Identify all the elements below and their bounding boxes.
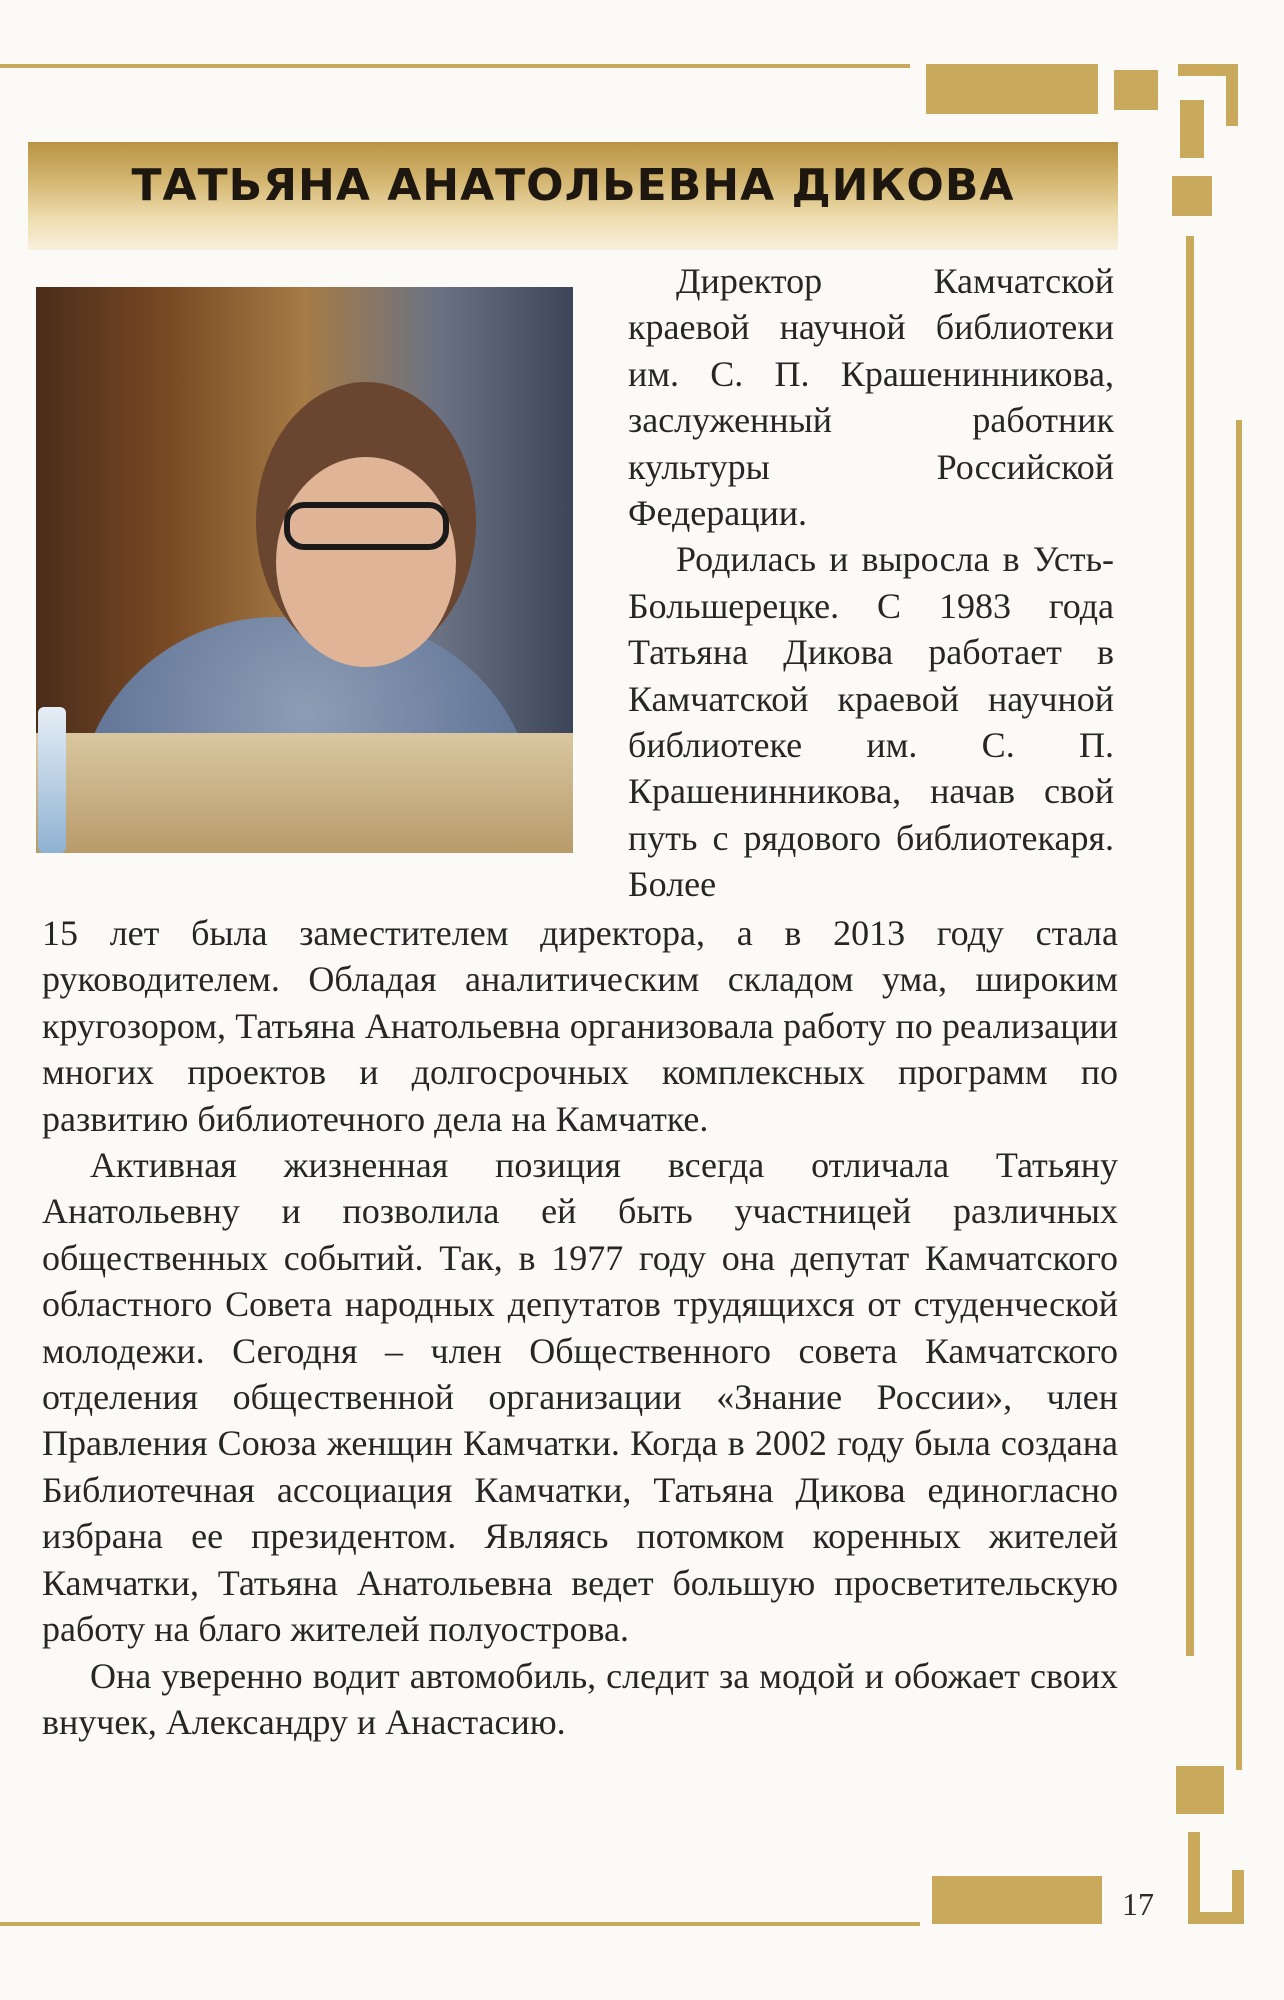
photo-face [276,457,456,667]
photo-table [36,733,573,853]
corner-bracket-bottom-v [1188,1832,1200,1924]
side-block-1 [1172,176,1212,216]
corner-block-top-3 [1180,100,1204,158]
page-title: ТАТЬЯНА АНАТОЛЬЕВНА ДИКОВА [131,160,1015,211]
paragraph-position: Директор Камчатской краевой научной библиотеки им. С. П. Крашенинникова, заслуженный работник культуры Российской Федерации. [628,261,1114,534]
photo-bottle [38,707,66,853]
top-rule [0,64,910,68]
bottom-rule [0,1922,920,1926]
intro-text [628,258,1114,908]
paragraph-biography-cont: 15 лет была заместителем директора, а в 2013 году стала руководителем. Обладая аналитическим складом ума, широким кругозором, Татьяна Анатольевна организовала работу по реализации многих проектов и долгосрочных комплексных программ по развитию библиотечного дела на Камчатке. [42,913,1118,1139]
corner-block-bottom [932,1876,1102,1924]
paragraph-public-activity: Активная жизненная позиция всегда отличала Татьяну Анатольевну и позволила ей быть участницей различных общественных событий. Так, в 1977 году она депутат Камчатского областного Совета народных депутатов трудящихся от студенческой молодежи. Сегодня – член Общественного совета Камчатского отделения общественной организации «Знание России», член Правления Союза женщин Камчатки. Когда в 2002 году была создана Библиотечная ассоциация Камчатки, Татьяна Дикова единогласно избрана ее президентом. Являясь потомком коренных жителей Камчатки, Татьяна Анатольевна ведет большую просветительскую работу на благо жителей полуострова. [42,1145,1118,1650]
corner-bracket-top-v [1226,64,1238,126]
paragraph-biography-start: Родилась и выросла в Усть-Большерецке. С 1983 года Татьяна Дикова работает в Камчатской краевой научной библиотеке им. С. П. Крашенинникова, начав свой путь с рядового библиотекаря. Более [628,539,1114,905]
corner-bracket-bottom-v2 [1232,1870,1244,1924]
corner-block-top-1 [926,64,1098,114]
corner-block-top-2 [1114,70,1158,110]
main-text [42,910,1118,1745]
side-line-2 [1236,420,1242,1770]
side-block-2 [1176,1766,1224,1814]
photo-glasses [284,502,449,550]
page-number: 17 [1122,1886,1154,1922]
portrait-photo [36,287,573,853]
side-line-1 [1186,236,1194,1656]
paragraph-personal: Она уверенно водит автомобиль, следит за модой и обожает своих внучек, Александру и Анастасию. [42,1655,1118,1742]
